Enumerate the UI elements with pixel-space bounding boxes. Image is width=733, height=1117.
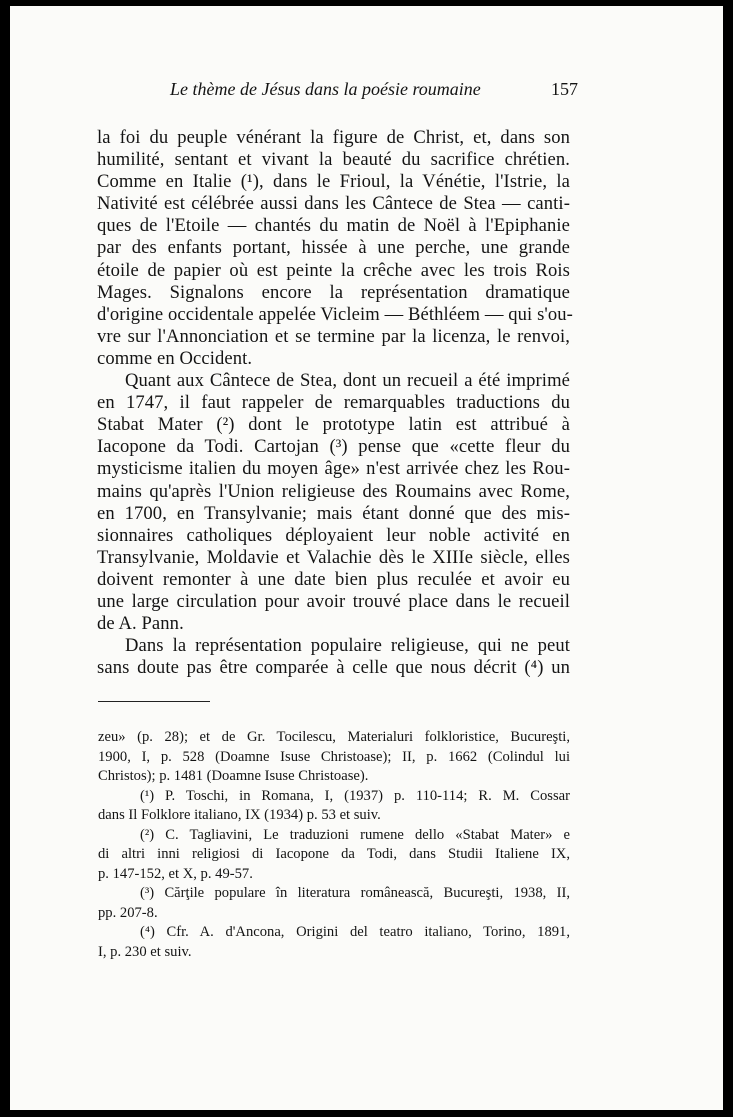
footnote-line: zeu» (p. 28); et de Gr. Tocilescu, Materialuri folkloristice, Bucureşti, xyxy=(98,729,570,745)
text-line: Stabat Mater (²) dont le prototype latin est attribué à xyxy=(97,414,570,436)
text-line: mains qu'après l'Union religieuse des Roumains avec Rome, xyxy=(97,480,570,502)
text-line: vre sur l'Annonciation et se termine par la licenza, le renvoi, xyxy=(97,325,570,347)
text-line: sionnaires catholiques déployaient leur noble activité en xyxy=(97,524,570,546)
footnote-line: (³) Cărţile populare în literatura românească, Bucureşti, 1938, II, xyxy=(140,885,570,901)
text-line: en 1747, il faut rappeler de remarquables traductions du xyxy=(97,392,570,414)
book-page xyxy=(10,6,723,1110)
text-line: une large circulation pour avoir trouvé place dans le recueil xyxy=(97,590,570,612)
text-line: Mages. Signalons encore la représentation dramatique xyxy=(97,281,570,303)
text-line: en 1700, en Transylvanie; mais étant donné que des mis- xyxy=(97,502,570,524)
footnote-line: (¹) P. Toschi, in Romana, I, (1937) p. 110-114; R. M. Cossar xyxy=(140,787,570,804)
text-line: comme en Occident. xyxy=(97,347,253,369)
footnote-divider xyxy=(98,701,210,702)
footnote-line: di altri inni religiosi di Iacopone da Todi, dans Studii Italiene IX, xyxy=(98,846,570,862)
text-line: Quant aux Cântece de Stea, dont un recueil a été imprimé xyxy=(125,370,570,392)
text-line: la foi du peuple vénérant la figure de Christ, et, dans son xyxy=(97,127,570,148)
footnote-line: (²) C. Tagliavini, Le traduzioni rumene dello «Stabat Mater» e xyxy=(140,826,570,843)
page-number: 157 xyxy=(551,79,578,99)
text-line: ques de l'Etoile — chantés du matin de Noël à l'Epiphanie xyxy=(97,215,570,237)
text-line: de A. Pann. xyxy=(97,613,184,635)
text-line: d'origine occidentale appelée Vicleim — Béthléem — qui s'ou- xyxy=(97,303,573,325)
text-line: doivent remonter à une date bien plus reculée et avoir eu xyxy=(97,568,570,590)
text-line: mysticisme italien du moyen âge» n'est arrivée chez les Rou- xyxy=(97,458,570,480)
text-line: sans doute pas être comparée à celle que nous décrit (⁴) un xyxy=(97,657,570,679)
footnote-line: I, p. 230 et suiv. xyxy=(98,943,192,960)
footnote-line: (⁴) Cfr. A. d'Ancona, Origini del teatro italiano, Torino, 1891, xyxy=(140,924,570,940)
text-line: Comme en Italie (¹), dans le Frioul, la Vénétie, l'Istrie, la xyxy=(97,171,570,193)
footnote-line: dans Il Folklore italiano, IX (1934) p. 53 et suiv. xyxy=(98,807,381,823)
text-line: par des enfants portant, hissée à une perche, une grande xyxy=(97,237,570,259)
footnote-line: 1900, I, p. 528 (Doamne Isuse Christoase); II, p. 1662 (Colindul lui xyxy=(98,748,570,765)
text-line: Dans la représentation populaire religieuse, qui ne peut xyxy=(125,635,570,657)
main-text xyxy=(97,127,573,679)
text-line: Nativité est célébrée aussi dans les Cântece de Stea — canti- xyxy=(97,193,570,215)
footnote-line: pp. 207-8. xyxy=(98,904,158,921)
text-line: Transylvanie, Moldavie et Valachie dès le XIIIe siècle, elles xyxy=(97,546,570,568)
text-line: étoile de papier où est peinte la crêche avec les trois Rois xyxy=(97,259,570,281)
running-title: Le thème de Jésus dans la poésie roumaine xyxy=(170,79,481,99)
footnote-line: p. 147-152, et X, p. 49-57. xyxy=(98,865,253,882)
text-line: Iacopone da Todi. Cartojan (³) pense que «cette fleur du xyxy=(97,436,570,458)
footnotes xyxy=(98,728,570,962)
text-line: humilité, sentant et vivant la beauté du sacrifice chrétien. xyxy=(97,149,570,171)
footnote-line: Christos); p. 1481 (Doamne Isuse Christoase). xyxy=(98,768,369,784)
